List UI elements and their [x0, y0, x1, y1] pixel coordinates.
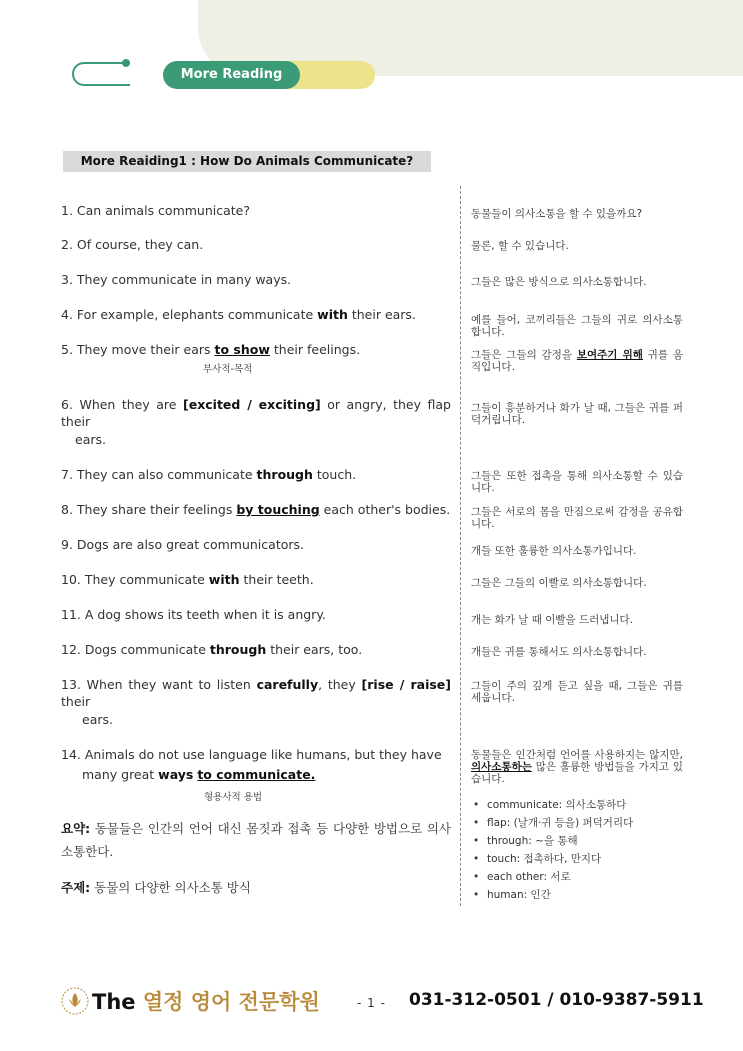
theme: 주제: 동물의 다양한 의사소통 방식 — [61, 880, 251, 895]
translation-12: 개들은 귀를 통해서도 의사소통합니다. — [471, 646, 647, 658]
translation-13: 그들이 주의 깊게 듣고 싶을 때, 그들은 귀를 세웁니다. — [471, 680, 683, 704]
vocab-item: • human: 인간 — [471, 886, 633, 904]
sentence-14-continued: many great ways to communicate. — [82, 767, 316, 782]
sentence-4: 4. For example, elephants communicate with their ears. — [61, 307, 416, 322]
translation-7: 그들은 또한 접촉을 통해 의사소통할 수 있습니다. — [471, 470, 683, 494]
sentence-6: 6. When they are [excited / exciting] or angry, they flap their — [61, 397, 451, 429]
contact-phone: 031-312-0501 / 010-9387-5911 — [409, 990, 704, 1010]
translation-4: 예를 들어, 코끼리들은 그들의 귀로 의사소통합니다. — [471, 314, 683, 338]
academy-brand: The 열정 영어 전문학원 — [92, 990, 320, 1014]
translation-9: 개들 또한 훌륭한 의사소통가입니다. — [471, 545, 637, 557]
translation-8: 그들은 서로의 몸을 만짐으로써 감정을 공유합니다. — [471, 506, 683, 530]
summary: 요약: 동물들은 인간의 언어 대신 몸짓과 접촉 등 다양한 방법으로 의사소통한다. — [61, 821, 451, 859]
academy-logo-icon — [60, 986, 90, 1016]
header-bracket-line — [72, 62, 130, 86]
translation-10: 그들은 그들의 이빨로 의사소통합니다. — [471, 577, 647, 589]
section-tag: More Reading — [163, 61, 300, 89]
sentence-13: 13. When they want to listen carefully, they [rise / raise] their — [61, 677, 452, 709]
translation-1: 동물들이 의사소통을 할 수 있을까요? — [471, 208, 643, 220]
translation-6: 그들이 흥분하거나 화가 날 때, 그들은 귀를 퍼덕거립니다. — [471, 402, 683, 426]
vocab-item: • each other: 서로 — [471, 868, 633, 886]
sentence-10: 10. They communicate with their teeth. — [61, 572, 314, 587]
sentence-12: 12. Dogs communicate through their ears, too. — [61, 642, 363, 657]
sentence-3: 3. They communicate in many ways. — [61, 272, 292, 287]
vocab-item: • communicate: 의사소통하다 — [471, 796, 633, 814]
vocab-item: • touch: 접촉하다, 만지다 — [471, 850, 633, 868]
translation-3: 그들은 많은 방식으로 의사소통합니다. — [471, 276, 647, 288]
page-number: - 1 - — [357, 996, 386, 1010]
sentence-13-continued: ears. — [82, 712, 113, 727]
sentence-1: 1. Can animals communicate? — [61, 203, 251, 218]
grammar-note-5: 부사적-목적 — [203, 364, 253, 375]
sentence-5: 5. They move their ears to show their feelings. — [61, 342, 361, 357]
translation-14: 동물들은 인간처럼 언어를 사용하지는 않지만, 의사소통하는 많은 훌륭한 방법들을 가지고 있습니다. — [471, 749, 683, 785]
translation-11: 개는 화가 날 때 이빨을 드러냅니다. — [471, 614, 634, 626]
vocab-item: • through: ~을 통해 — [471, 832, 633, 850]
header-dot — [122, 59, 130, 67]
sentence-7: 7. They can also communicate through touch. — [61, 467, 357, 482]
column-divider — [460, 186, 461, 906]
sentence-8: 8. They share their feelings by touching each other's bodies. — [61, 502, 451, 517]
vocab-list — [471, 796, 633, 904]
vocab-item: • flap: (날개·귀 등을) 퍼덕거리다 — [471, 814, 633, 832]
sentence-9: 9. Dogs are also great communicators. — [61, 537, 304, 552]
sentence-11: 11. A dog shows its teeth when it is angry. — [61, 607, 326, 622]
reading-title: More Reaiding1 : How Do Animals Communicate? — [63, 151, 431, 172]
sentence-2: 2. Of course, they can. — [61, 237, 204, 252]
translation-5: 그들은 그들의 감정을 보여주기 위해 귀를 움직입니다. — [471, 349, 684, 373]
sentence-14: 14. Animals do not use language like humans, but they have — [61, 747, 442, 762]
sentence-6-continued: ears. — [75, 432, 106, 447]
translation-2: 물론, 할 수 있습니다. — [471, 240, 569, 252]
grammar-note-14: 형용사적 용법 — [204, 792, 263, 803]
